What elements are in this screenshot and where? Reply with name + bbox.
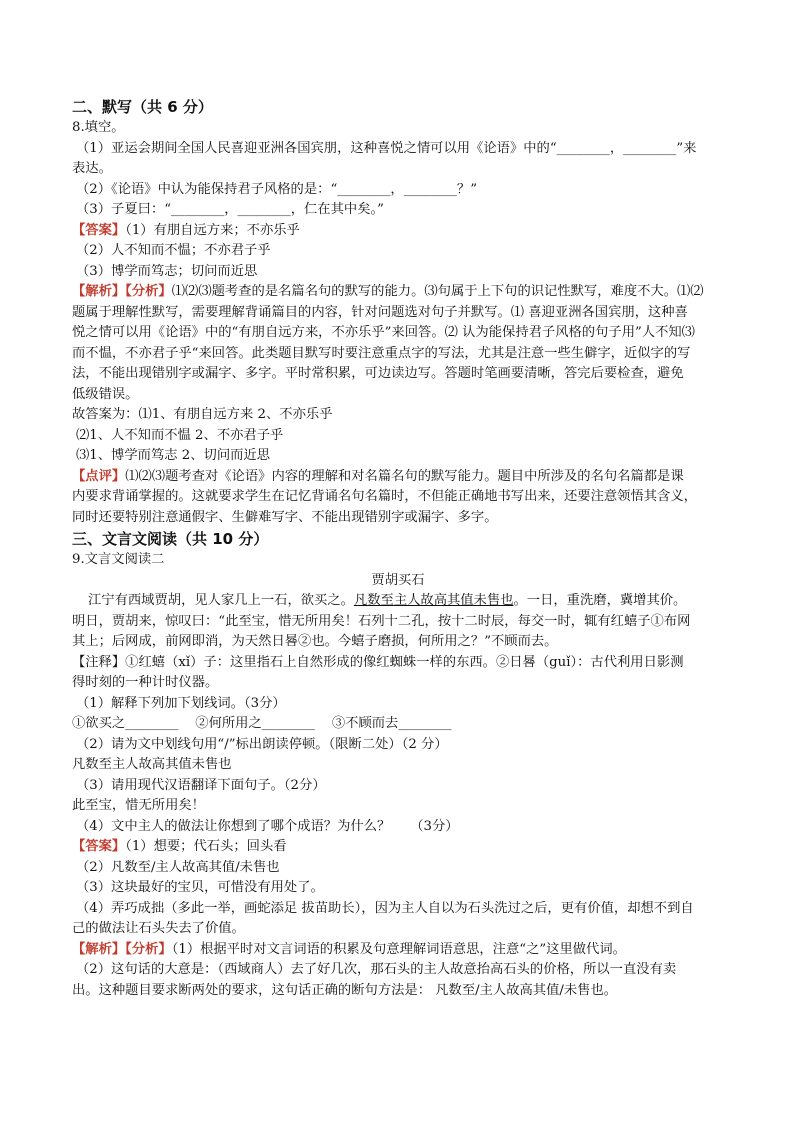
- underlined-sentence: 凡数至主人故高其值未售也: [353, 593, 514, 608]
- note-line: 【注释】①红蟢（xǐ）子：这里指石上自然形成的像红蜘蛛一样的东西。②日晷（guǐ）：古代利用日影测: [72, 654, 684, 670]
- comment-tag: 【点评】: [72, 468, 126, 484]
- answer-line: （3）博学而笃志；切问而近思: [76, 263, 258, 279]
- answer-line: （2）人不知而不愠；不亦君子乎: [76, 243, 271, 258]
- analysis-tag: 【解析】【分析】: [72, 941, 172, 957]
- answer-line: （1）想要；代石头；回头看: [125, 839, 287, 854]
- question-line: ①欲买之________ ②何所用之________ ③不顾而去________: [72, 716, 452, 731]
- question-line: （1）亚运会期间全国人民喜迎亚洲各国宾朋，这种喜悦之情可以用《论语》中的“________，________”来: [76, 140, 697, 156]
- question-stem: 9.文言文阅读二: [72, 552, 165, 567]
- question-line: （2）《论语》中认为能保持君子风格的是：“________，________？”: [76, 181, 478, 197]
- analysis-line: 悦之情可以用《论语》中的“有朋自远方来，不亦乐乎”来回答。⑵ 认为能保持君子风格的句子用”人不知⑶: [72, 325, 695, 340]
- question-line: （3）子夏曰：“________，________，仁在其中矣。”: [76, 202, 384, 217]
- analysis-line: 出。这种题目要求断两处的要求，这句话正确的断句方法是： 凡数至/主人故高其值/未售也。: [72, 982, 618, 998]
- answer-line: 己的做法让石头失去了价值。: [72, 921, 245, 936]
- passage-text: 其上；后网成，前网即消，为天然日晷②也。今蟢子磨损，何所用之？”不顾而去。: [72, 634, 558, 649]
- analysis-line: ⑴⑵⑶题考查的是名篇名句的默写的能力。⑶句属于上下句的识记性默写，难度不大。⑴⑵: [171, 284, 704, 299]
- answer-line: （4）弄巧成拙（多此一举，画蛇添足 拔苗助长），因为主人自以为石头洗过之后，更有价值，却想不到自: [76, 900, 694, 916]
- section-heading: 三、文言文阅读（共 10 分）: [72, 530, 269, 548]
- question-line: 表达。: [72, 161, 112, 176]
- question-line: （2）请为文中划线句用“/”标出朗读停顿。（限断二处）（2 分）: [76, 736, 448, 752]
- question-line: 此至宝，惜无所用矣！: [72, 798, 205, 813]
- summary-line: 故答案为：⑴1、有朋自远方来 2、不亦乐乎: [72, 407, 333, 422]
- summary-line: ⑵1、人不知而不愠 2、不亦君子乎: [76, 427, 284, 443]
- analysis-line: （1）根据平时对文言词语的积累及句意理解词语意思，注意“之”这里做代词。: [171, 941, 626, 957]
- summary-line: ⑶1、博学而笃志 2、切问而近思: [76, 448, 271, 463]
- analysis-line: （2）这句话的大意是：（西域商人）去了好几次，那石头的主人故意抬高石头的价格，所以一直没有卖: [76, 962, 677, 977]
- answer-tag: 【答案】: [72, 222, 126, 238]
- passage-text: 明日，贾胡来，惊叹曰：“此至宝，惜无所用矣！石列十二孔，按十二时辰，每交一时，辄有红蟢子①布网: [72, 613, 691, 629]
- answer-line: （3）这块最好的宝贝，可惜没有用处了。: [76, 880, 324, 895]
- section-heading: 二、默写（共 6 分）: [72, 98, 213, 116]
- question-line: （1）解释下列加下划线词。（3分）: [76, 695, 286, 711]
- analysis-tag: 【解析】【分析】: [72, 284, 172, 299]
- comment-line: 内要求背诵掌握的。这就要求学生在记忆背诵名句名篇时，不但能正确地书写出来，还要注意领悟其含义，: [72, 489, 697, 504]
- question-line: （3）请用现代汉语翻译下面句子。（2分）: [76, 777, 326, 793]
- comment-line: ⑴⑵⑶题考查对《论语》内容的理解和对名篇名句的默写能力。题目中所涉及的名句名篇都是课: [125, 468, 684, 484]
- note-line: 得时刻的一种计时仪器。: [72, 675, 219, 690]
- answer-line: （2）凡数至/主人故高其值/未售也: [76, 859, 280, 875]
- analysis-line: 法，不能出现错别字或漏字、多字。平时常积累，可边读边写。答题时笔画要清晰，答完后要检查，避免: [72, 366, 684, 381]
- answer-line: （1）有朋自远方来；不亦乐乎: [125, 222, 300, 238]
- analysis-line: 低级错误。: [72, 386, 139, 402]
- question-line: （4）文中主人的做法让你想到了哪个成语？为什么？ （3分）: [76, 818, 459, 834]
- answer-tag: 【答案】: [72, 839, 126, 854]
- document-page: [72, 96, 724, 1001]
- analysis-line: 而不愠，不亦君子乎“来回答。此类题目默写时要注意重点字的写法，尤其是注意一些生僻字，近似字的写: [72, 345, 691, 361]
- analysis-line: 题属于理解性默写，需要理解背诵篇目的内容，针对问题选对句子并默写。⑴ 喜迎亚洲各国宾朋，这种喜: [72, 304, 688, 320]
- question-stem: 8.填空。: [72, 120, 125, 135]
- question-line: 凡数至主人故高其值未售也: [72, 757, 232, 772]
- passage-text: 江宁有西域贾胡，见人家几上一石，欲买之。: [88, 593, 354, 608]
- passage-title: 贾胡买石: [371, 572, 425, 588]
- passage-text: 。一日，重洗磨，冀增其价。: [513, 593, 687, 608]
- comment-line: 同时还要特别注意通假字、生僻难写字、不能出现错别字或漏字、多字。: [72, 509, 498, 525]
